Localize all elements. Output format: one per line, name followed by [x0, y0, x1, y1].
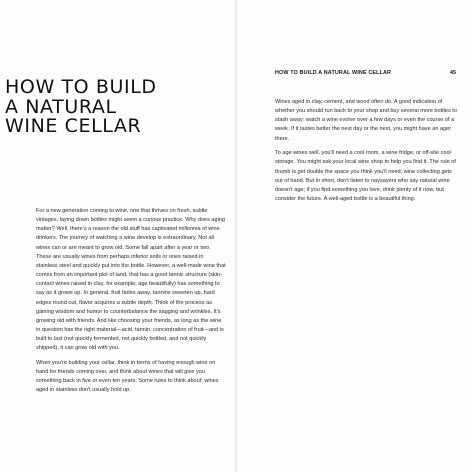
left-page: [0, 0, 235, 472]
right-body-text: [275, 98, 458, 210]
left-body-text: [36, 207, 226, 401]
page-number: 45: [450, 70, 456, 76]
left-paragraph-2: When you're building your cellar, think in terms of having enough wine on hand for friends coming over, and think about wines that will give you something back in five or even ten years. Some rules to think about: wines aged in stainless don't usually hold up.: [36, 360, 219, 394]
chapter-title-line-2: A NATURAL: [5, 95, 117, 118]
chapter-title-line-3: WINE CELLAR: [5, 115, 142, 137]
left-paragraph-1: For a new generation coming to wine, one that thrives on fresh, subtle vintages, laying down bottles might seem a curious practice. Why does aging matter? Well, there's a reason the old stuff has captivated millennia of wine drinkers. The journey of watching a wine develop is extraordinary. Not all wines can or are meant to grow old. Some fall apart after a year or two. These are usually wines from perhaps inferior soils or ones raised in stainless steel and quickly put into the bottle. However, a well-made wine that comes from an important plot of land, that has a good tannic structure (skin-contact wines raised in clay, for example, age beautifully) has something to say as it grows up. In general, fruit fades away, tannins sweeten up, hard edges round out, flavor acquires a subtle depth. Think of the process as gaining wisdom and humor to counterbalance the sagging and wrinkles. It's growing old with friends. And like choosing your friends, as long as the wine in question has the right material—acid, tannin, concentration of fruit—and is built to last (not quickly fermented, not quickly bottled, and not quickly shipped), it can grow old with you.: [36, 208, 226, 352]
chapter-title-line-1: HOW TO BUILD: [5, 76, 157, 98]
chapter-title: [5, 78, 230, 137]
right-paragraph-2: To age wines well, you'll need a cool room, a wine fridge, or off-site cool storage. You might ask your local wine shop to help you find it. The rule of thumb is get double the space you think you'll need; wine collecting gets out of hand. But in short, don't listen to naysayers who say natural wine doesn't age; if you find something you love, drink plenty of it now, but consider the future. A well-aged bottle is a beautiful thing.: [275, 150, 456, 203]
right-paragraph-1: Wines aged in clay, cement, and wood often do. A good indication of whether you should run back to your shop and buy several more bottles to stash away: watch a wine evolve over a few days or even the course of a week. If it tastes better the next day or the next, you might have an ager there.: [275, 99, 457, 142]
running-head: HOW TO BUILD A NATURAL WINE CELLAR: [275, 70, 392, 76]
